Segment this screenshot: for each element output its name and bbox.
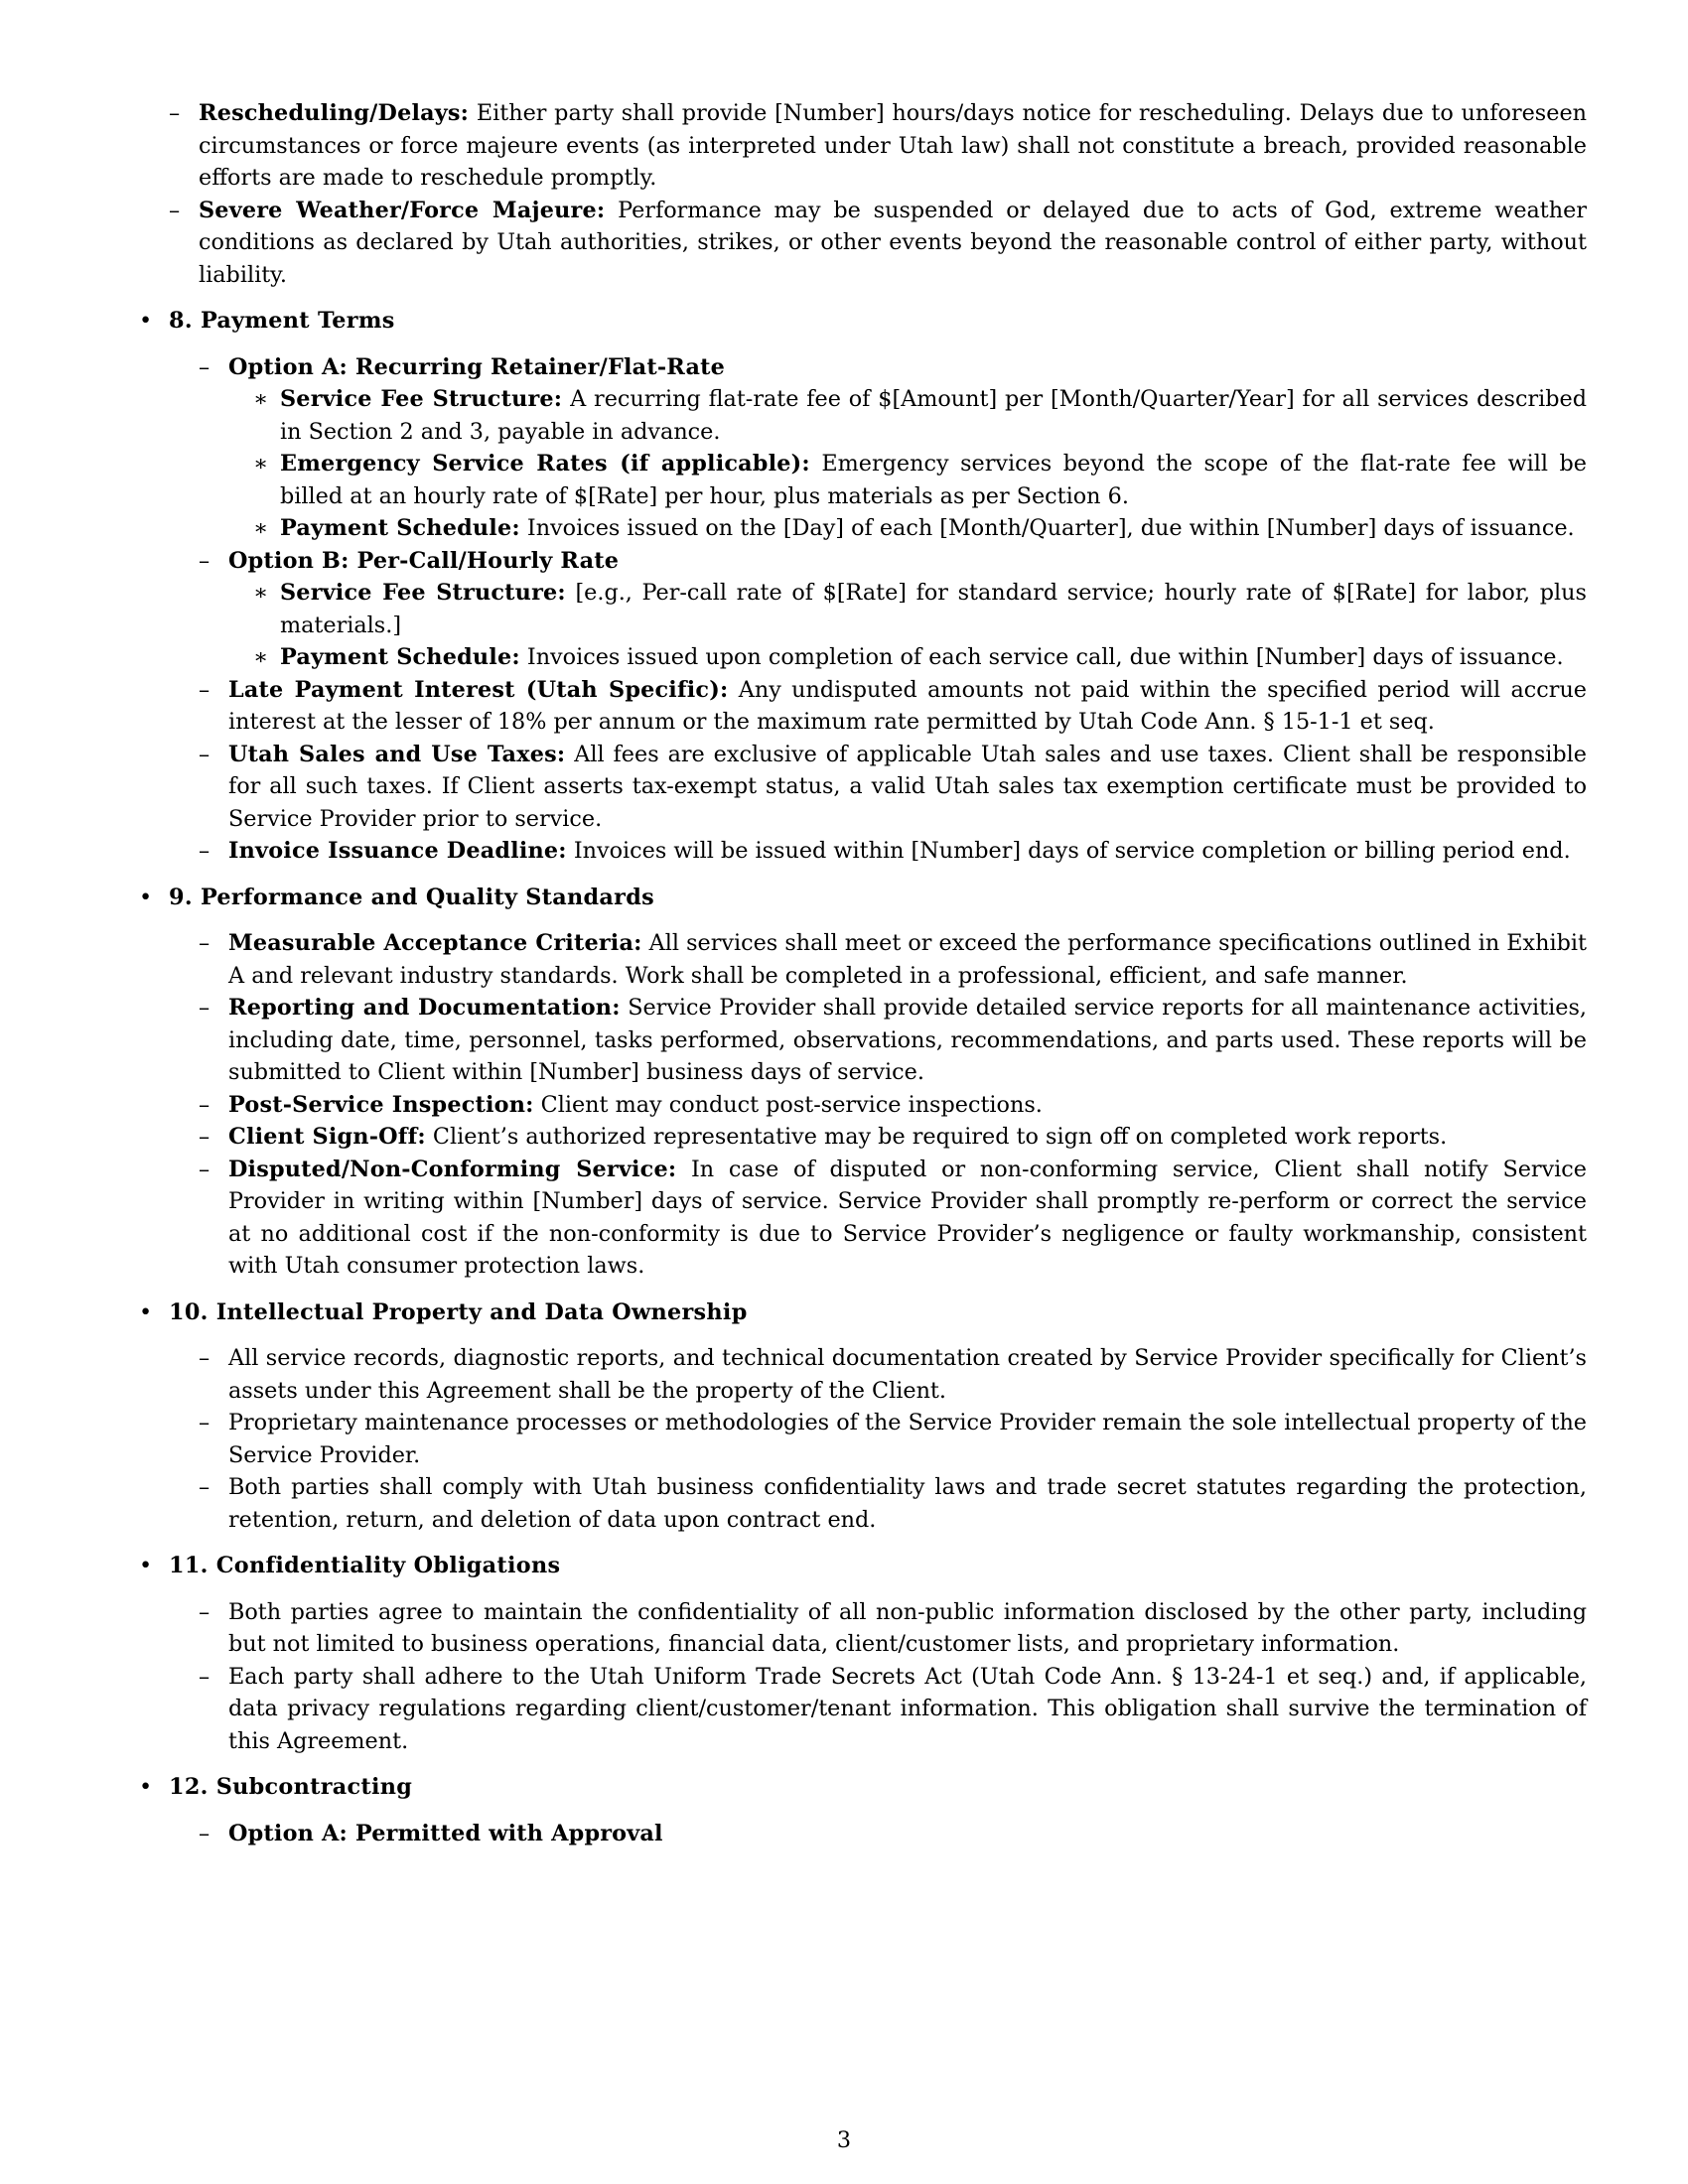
section-heading: 10. Intellectual Property and Data Ownership [169,1298,748,1325]
section-heading: 9. Performance and Quality Standards [169,884,654,910]
section-12-list [169,1818,1587,1850]
list-item: – Option B: Per-Call/Hourly Rate ∗ Service Fee Structure: [e.g., Per-call rate of $[Rate] for standard service; hourly rate of $[Rate] for labor, plus materials.] ∗ Payment Schedule: Invoices issued upon completion of each service call, due within [Number] days of issuance. [169,545,1587,674]
list-item: ∗ Payment Schedule: Invoices issued upon completion of each service call, due within [Number] days of issuance. [228,641,1587,674]
list-item: – Severe Weather/Force Majeure: Performance may be suspended or delayed due to acts of God, extreme weather conditions as declared by Utah authorities, strikes, or other events beyond the reasonable control of either party, without liability. [169,197,1587,288]
asterisk-icon: ∗ [253,451,269,477]
asterisk-icon: ∗ [253,644,269,670]
section-7-continued-list [139,97,1587,291]
bullet-icon: • [139,1298,153,1325]
page-number: 3 [836,2127,852,2153]
section-9-performance-quality [139,882,1587,1283]
list-item: – Each party shall adhere to the Utah Uniform Trade Secrets Act (Utah Code Ann. § 13-24-1 et seq.) and, if applicable, data privacy regulations regarding client/customer/tenant information. This obligation shall survive the termination of this Agreement. [199,1663,1587,1754]
section-8-payment-terms [139,305,1587,868]
list-item: – Option A: Recurring Retainer/Flat-Rate ∗ Service Fee Structure: A recurring flat-rate fee of $[Amount] per [Month/Quarter/Year] for all services described in Section 2 and 3, payable in advance. ∗ Emergency Service Rates (if applicable): Emergency services beyond the scope of the flat-rate fee will be billed at an hourly rate of $[Rate] per hour, plus materials as per Section 6. ∗ Payment Schedule: Invoices issued on the [Day] of each [Month/Quarter], due within [Number] days of issuance. [169,351,1587,545]
list-item: – Late Payment Interest (Utah Specific): Any undisputed amounts not paid within the specified period will accrue interest at the lesser of 18% per annum or the maximum rate permitted by Utah Code Ann. § 15-1-1 et seq. [199,676,1587,735]
section-heading: 12. Subcontracting [169,1774,413,1800]
list-item: – Post-Service Inspection: Client may conduct post-service inspections. [199,1091,1043,1118]
option-a-list [228,383,1587,545]
section-9-list [169,927,1587,1283]
section-heading: 8. Payment Terms [169,308,395,334]
list-item: ∗ Emergency Service Rates (if applicable): Emergency services beyond the scope of the flat-rate fee will be billed at an hourly rate of $[Rate] per hour, plus materials as per Section 6. [228,448,1587,512]
list-item: ∗ Service Fee Structure: A recurring flat-rate fee of $[Amount] per [Month/Quarter/Year] for all services described in Section 2 and 3, payable in advance. [228,383,1587,448]
asterisk-icon: ∗ [253,515,269,541]
section-8-list [169,351,1587,868]
bullet-icon: • [139,1553,153,1578]
section-11-list [169,1596,1587,1758]
list-item: – All service records, diagnostic reports, and technical documentation created by Service Provider specifically for Client’s assets under this Agreement shall be the property of the Client. [199,1345,1587,1404]
list-item: – Both parties agree to maintain the confidentiality of all non-public information disclosed by the other party, including but not limited to business operations, financial data, client/customer lists, and proprietary information. [199,1598,1587,1657]
bullet-icon: • [139,1774,153,1800]
option-b-list [228,577,1587,674]
list-item: ∗ Service Fee Structure: [e.g., Per-call rate of $[Rate] for standard service; hourly rate of $[Rate] for labor, plus materials.] [228,577,1587,641]
list-item: – Client Sign-Off: Client’s authorized representative may be required to sign off on completed work reports. [199,1124,1448,1150]
list-item: – Utah Sales and Use Taxes: All fees are exclusive of applicable Utah sales and use taxes. Client shall be responsible for all such taxes. If Client asserts tax-exempt status, a valid Utah sales tax exemption certificate must be provided to Service Provider prior to service. [199,741,1588,832]
asterisk-icon: ∗ [253,580,269,606]
list-item: – Reporting and Documentation: Service Provider shall provide detailed service reports for all maintenance activities, including date, time, personnel, tasks performed, observations, recommendations, and parts used. These reports will be submitted to Client within [Number] business days of service. [199,995,1587,1085]
list-item: – Rescheduling/Delays: Either party shall provide [Number] hours/days notice for rescheduling. Delays due to unforeseen circumstances or force majeure events (as interpreted under Utah law) shall not constitute a breach, provided reasonable efforts are made to reschedule promptly. [169,100,1587,191]
section-heading: 11. Confidentiality Obligations [169,1553,561,1578]
list-item: – Measurable Acceptance Criteria: All services shall meet or exceed the performance specifications outlined in Exhibit A and relevant industry standards. Work shall be completed in a professional, efficient, and safe manner. [199,930,1587,989]
section-10-ip-data [139,1297,1587,1537]
list-item: – Option A: Permitted with Approval [199,1820,663,1846]
section-11-confidentiality [139,1550,1587,1757]
section-12-subcontracting [139,1771,1587,1849]
list-item: – Invoice Issuance Deadline: Invoices will be issued within [Number] days of service completion or billing period end. [199,838,1571,864]
list-item: – Disputed/Non-Conforming Service: In case of disputed or non-conforming service, Client shall notify Service Provider in writing within [Number] days of service. Service Provider shall promptly re-perform or correct the service at no additional cost if the non-conformity is due to Service Provider’s negligence or faulty workmanship, consistent with Utah consumer protection laws. [199,1156,1587,1279]
list-item: – Proprietary maintenance processes or methodologies of the Service Provider remain the sole intellectual property of the Service Provider. [199,1410,1587,1468]
bullet-icon: • [139,308,153,334]
bullet-icon: • [139,884,153,910]
list-item: ∗ Payment Schedule: Invoices issued on the [Day] of each [Month/Quarter], due within [Number] days of issuance. [228,512,1587,545]
document-page [139,97,1587,1849]
list-item: – Both parties shall comply with Utah business confidentiality laws and trade secret statutes regarding the protection, retention, return, and deletion of data upon contract end. [199,1474,1587,1533]
asterisk-icon: ∗ [253,386,269,412]
section-10-list [169,1342,1587,1536]
